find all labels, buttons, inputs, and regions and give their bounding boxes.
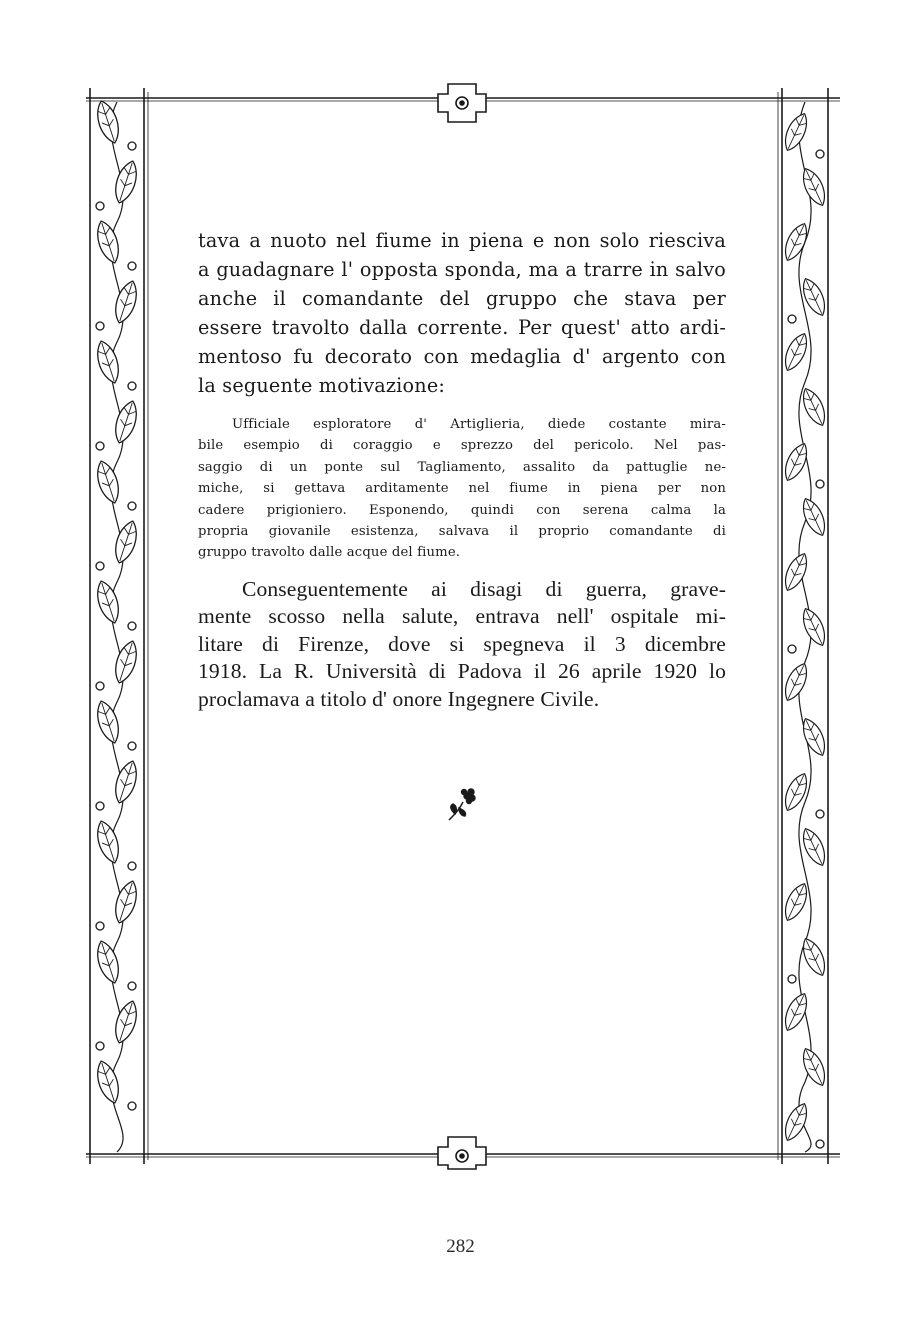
text-line: a guadagnare l' opposta sponda, ma a trarre in salvo xyxy=(198,258,726,281)
text-line: anche il comandante del gruppo che stava per xyxy=(198,287,726,310)
berry-icon xyxy=(96,682,104,690)
berry-icon xyxy=(128,1102,136,1110)
berry-icon xyxy=(96,442,104,450)
leaf-icon xyxy=(798,385,830,429)
text-line: tava a nuoto nel fiume in piena e non solo riesciva xyxy=(198,229,726,252)
cross-emblem-icon xyxy=(438,1137,486,1169)
second-paragraph xyxy=(198,576,726,714)
leaf-icon xyxy=(111,878,142,925)
main-paragraph xyxy=(198,226,726,400)
berry-icon xyxy=(128,142,136,150)
citation-line: miche, si gettava arditamente nel fiume in piena per non xyxy=(198,481,726,497)
berry-icon xyxy=(96,1042,104,1050)
leaf-icon xyxy=(780,330,812,374)
leaf-icon xyxy=(798,275,830,319)
berry-icon xyxy=(128,742,136,750)
body-text xyxy=(198,226,726,713)
text-line: litare di Firenze, dove si spegneva il 3 dicembre xyxy=(198,631,726,656)
leaf-icon xyxy=(780,1100,812,1144)
citation-line: saggio di un ponte sul Tagliamento, assalito da pattuglie ne- xyxy=(198,459,726,475)
text-line: proclamava a titolo d' onore Ingegnere Civile. xyxy=(198,686,600,711)
berry-icon xyxy=(96,922,104,930)
leaf-icon xyxy=(93,458,124,505)
berry-icon xyxy=(816,1140,824,1148)
leaf-icon xyxy=(780,880,812,924)
berry-icon xyxy=(816,810,824,818)
leaf-icon xyxy=(111,158,142,205)
leaf-icon xyxy=(798,935,830,979)
text-line: essere travolto dalla corrente. Per quest' atto ardi- xyxy=(198,316,726,339)
leaf-icon xyxy=(780,770,812,814)
leaf-icon xyxy=(780,220,812,264)
berry-icon xyxy=(816,150,824,158)
berry-icon xyxy=(816,480,824,488)
leaf-icon xyxy=(798,165,830,209)
leaf-icon xyxy=(111,758,142,805)
citation-line: bile esempio di coraggio e sprezzo del pericolo. Nel pas- xyxy=(198,438,726,454)
citation-line: cadere prigioniero. Esponendo, quindi con serena calma la xyxy=(198,502,726,518)
leaf-icon xyxy=(798,605,830,649)
leaf-icon xyxy=(93,818,124,865)
leaf-icon xyxy=(780,110,812,154)
leaf-icon xyxy=(93,338,124,385)
citation-line: Ufficiale esploratore d' Artiglieria, diede costante mira- xyxy=(232,417,726,432)
berry-icon xyxy=(128,982,136,990)
leaf-icon xyxy=(111,278,142,325)
berry-icon xyxy=(96,322,104,330)
text-line: Conseguentemente ai disagi di guerra, grave- xyxy=(242,576,726,601)
leaf-icon xyxy=(798,1045,830,1089)
berry-icon xyxy=(788,645,796,653)
leaf-icon xyxy=(93,98,124,145)
leaf-icon xyxy=(780,990,812,1034)
berry-icon xyxy=(96,562,104,570)
text-line: mentoso fu decorato con medaglia d' argento con xyxy=(198,345,726,368)
berry-icon xyxy=(128,622,136,630)
citation-line: propria giovanile esistenza, salvava il proprio comandante di xyxy=(198,524,726,540)
cross-emblem-icon xyxy=(438,84,486,122)
leaf-icon xyxy=(111,638,142,685)
leaf-icon xyxy=(111,998,142,1045)
leaf-icon xyxy=(111,398,142,445)
text-line: mente scosso nella salute, entrava nell' ospitale mi- xyxy=(198,604,726,629)
floral-ornament-icon xyxy=(443,786,483,826)
berry-icon xyxy=(128,862,136,870)
medal-citation xyxy=(198,414,726,564)
berry-icon xyxy=(128,502,136,510)
leaf-icon xyxy=(780,550,812,594)
leaf-icon xyxy=(111,518,142,565)
text-line: 1918. La R. Università di Padova il 26 aprile 1920 lo xyxy=(198,659,726,684)
citation-line: gruppo travolto dalle acque del fiume. xyxy=(198,545,461,561)
leaf-icon xyxy=(93,938,124,985)
leaf-icon xyxy=(93,578,124,625)
leaf-icon xyxy=(93,1058,124,1105)
berry-icon xyxy=(96,202,104,210)
berry-icon xyxy=(788,315,796,323)
berry-icon xyxy=(788,975,796,983)
page-number: 282 xyxy=(446,1236,475,1257)
berry-icon xyxy=(128,382,136,390)
leaf-icon xyxy=(780,660,812,704)
berry-icon xyxy=(96,802,104,810)
leaf-icon xyxy=(93,698,124,745)
leaf-icon xyxy=(93,218,124,265)
berry-icon xyxy=(128,262,136,270)
text-line: la seguente motivazione: xyxy=(198,374,446,397)
leaf-icon xyxy=(798,495,830,539)
